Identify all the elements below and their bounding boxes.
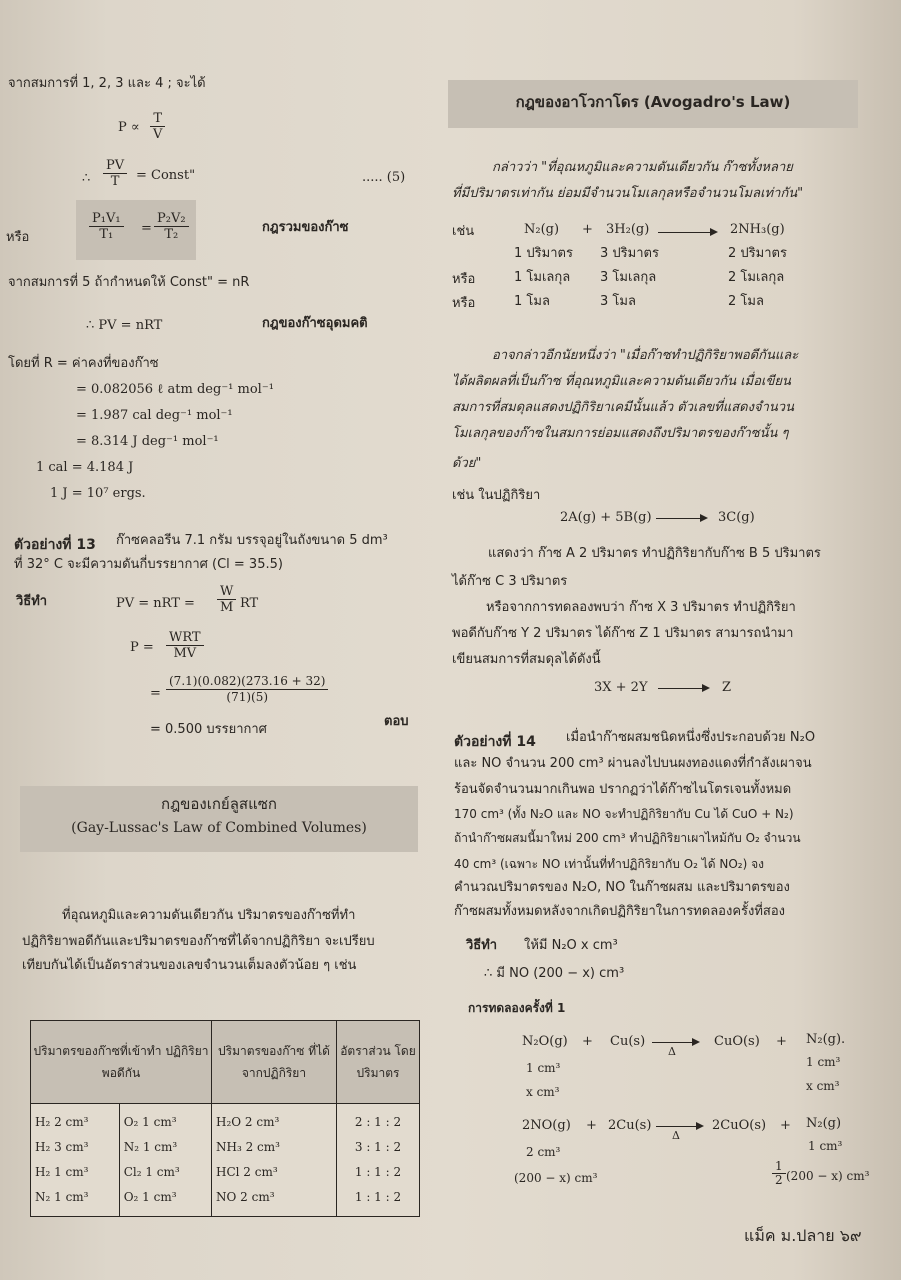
plus-sign: +: [586, 1118, 597, 1133]
table-col-ratio: [337, 1104, 420, 1217]
table-cell: N₂ 1 cm³: [35, 1190, 89, 1204]
plus-sign: +: [582, 1034, 593, 1049]
intro-text: จากสมการที่ 1, 2, 3 และ 4 ; จะได้: [8, 76, 206, 91]
method-label: วิธีทำ: [466, 938, 498, 953]
volume-row-b: 3 ปริมาตร: [600, 246, 659, 261]
r1-cuo: CuO(s): [714, 1034, 760, 1049]
r1-n2: N₂(g).: [806, 1032, 846, 1047]
table-cell: 3 : 1 : 2: [354, 1140, 402, 1154]
calculation-fraction: [166, 674, 328, 705]
const-equation: = Const": [136, 168, 196, 183]
frac-num: WRT: [166, 630, 204, 646]
combined-gas-law-label: กฎรวมของก๊าซ: [262, 220, 349, 235]
frac-den: T₂: [164, 227, 179, 242]
table-header-ratio: อัตราส่วน โดยปริมาตร: [337, 1021, 420, 1104]
table-body-row: [31, 1104, 420, 1217]
table-cell: 1 : 1 : 2: [354, 1190, 402, 1204]
table-header-reactants: ปริมาตรของก๊าซที่เข้าทำ ปฏิกิริยาพอดีกัน: [31, 1021, 212, 1104]
reaction-2-right: Z: [722, 680, 732, 695]
gay-lussac-para-3: เทียบกันได้เป็นอัตราส่วนของเลขจำนวนเต็มลงตัวน้อย ๆ เช่น: [22, 958, 357, 973]
ideal-gas-law-label: กฎของก๊าซอุดมคติ: [262, 316, 368, 331]
frac-num: (7.1)(0.082)(273.16 + 32): [166, 674, 328, 690]
volume-row-c: 2 ปริมาตร: [728, 246, 787, 261]
table-cell: HCl 2 cm³: [216, 1165, 278, 1179]
experiment-1-label: การทดลองครั้งที่ 1: [468, 1001, 566, 1015]
r1-n2o: N₂O(g): [522, 1034, 568, 1049]
pv-nrt: ∴ PV = nRT: [86, 318, 163, 333]
joule-conversion: 1 J = 10⁷ ergs.: [50, 486, 146, 501]
avogadro-title: กฎของอาโวกาโดร (Avogadro's Law): [515, 93, 791, 111]
frac-den: V: [153, 127, 163, 142]
avogadro-para2-2: ได้ผลิตผลที่เป็นก๊าซ ที่อุณหภูมิและความดันเดียวกัน เมื่อเขียน: [452, 374, 791, 389]
example-14-line-1: เมื่อนำก๊าซผสมชนิดหนึ่งซึ่งประกอบด้วย N₂O: [566, 730, 816, 745]
table-cell: NO 2 cm³: [216, 1190, 275, 1204]
mole-row-b: 3 โมล: [600, 294, 636, 309]
frac-den: M: [220, 600, 234, 615]
let-n2o: ให้มี N₂O x cm³: [524, 938, 618, 953]
frac-den: MV: [173, 646, 197, 661]
reaction-1-explain-2: ได้ก๊าซ C 3 ปริมาตร: [452, 574, 568, 589]
frac-num: 1: [772, 1160, 786, 1174]
reaction-arrow: [656, 518, 706, 519]
answer-label: ตอบ: [384, 714, 409, 729]
molecule-row-b: 3 โมเลกุล: [600, 270, 657, 285]
pv-nrt-wmrt: PV = nRT =: [116, 596, 195, 611]
p-proportional: P ∝: [118, 120, 140, 135]
table-cell: O₂ 1 cm³: [123, 1190, 177, 1204]
from-equation-5: จากสมการที่ 5 ถ้ากำหนดให้ Const" = nR: [8, 275, 250, 290]
gay-lussac-subtitle: (Gay-Lussac's Law of Combined Volumes): [71, 820, 367, 836]
frac-num: P₂V₂: [154, 211, 189, 227]
r-value-2: = 1.987 cal deg⁻¹ mol⁻¹: [76, 408, 233, 423]
nh3-product: 2NH₃(g): [730, 222, 785, 237]
example-13-text: ก๊าซคลอรีน 7.1 กรัม บรรจุอยู่ในถังขนาด 5 dm³: [116, 533, 388, 548]
frac-den: T₁: [99, 227, 114, 242]
avogadro-para-2: ที่มีปริมาตรเท่ากัน ย่อมมีจำนวนโมเลกุลหรือจำนวนโมลเท่ากัน": [452, 186, 804, 201]
where-r: โดยที่ R = ค่าคงที่ของก๊าซ: [8, 356, 159, 371]
mole-row-c: 2 โมล: [728, 294, 764, 309]
therefore-symbol: ∴: [82, 171, 91, 186]
r2-volume-2a: (200 − x) cm³: [514, 1171, 598, 1185]
r2-cu: 2Cu(s): [608, 1118, 652, 1133]
r2-cuo: 2CuO(s): [712, 1118, 767, 1133]
or-label: หรือ: [6, 230, 30, 245]
half-fraction: [772, 1160, 786, 1187]
example-13-label: ตัวอย่างที่ 13: [14, 537, 96, 553]
plus-sign: +: [780, 1118, 791, 1133]
t-over-v: [150, 111, 165, 142]
frac-den: (71)(5): [226, 690, 269, 704]
avogadro-para2-3: สมการที่สมดุลแสดงปฏิกิริยาเคมีนั้นแล้ว ตัวเลขที่แสดงจำนวน: [452, 400, 794, 415]
mole-row-a: 1 โมล: [514, 294, 550, 309]
r2-volume-1a: 2 cm³: [526, 1145, 561, 1159]
avogadro-para2-1: อาจกล่าวอีกนัยหนึ่งว่า "เมื่อก๊าซทำปฏิกิริยาพอดีกันและ: [492, 348, 799, 363]
r1-volume-1a: 1 cm³: [526, 1061, 561, 1075]
or-label: หรือ: [452, 296, 476, 311]
reaction-2-explain-1: หรือจากการทดลองพบว่า ก๊าซ X 3 ปริมาตร ทำปฏิกิริยา: [486, 600, 796, 615]
equation-number-5: ..... (5): [362, 170, 406, 185]
equals-sign: =: [141, 221, 152, 236]
gay-lussac-title: กฎของเกย์ลูสแซก: [160, 795, 277, 813]
example-14-line-5: ถ้านำก๊าซผสมนี้มาใหม่ 200 cm³ ทำปฏิกิริยาเผาไหม้กับ O₂ จำนวน: [454, 831, 801, 845]
reaction-arrow: [652, 1042, 698, 1043]
p1v1-over-t1: [89, 211, 124, 242]
avogadro-para2-4: โมเลกุลของก๊าซในสมการย่อมแสดงถึงปริมาตรของก๊าซนั้น ๆ: [452, 426, 789, 441]
table-cell: H₂ 3 cm³: [35, 1140, 89, 1154]
in-reaction-label: เช่น ในปฏิกิริยา: [452, 488, 541, 503]
or-label: หรือ: [452, 272, 476, 287]
delta-symbol: Δ: [672, 1129, 680, 1142]
r1-volume-2d: x cm³: [806, 1079, 840, 1093]
frac-den: T: [110, 174, 120, 189]
table-cell: H₂ 2 cm³: [35, 1115, 89, 1129]
table-header-row: [31, 1021, 420, 1104]
wrt-over-mv: [166, 630, 204, 661]
calc-equals: =: [150, 686, 161, 701]
frac-num: W: [217, 584, 236, 600]
example-14-label: ตัวอย่างที่ 14: [454, 734, 536, 750]
example-14-line-3: ร้อนจัดจำนวนมากเกินพอ ปรากฏว่าได้ก๊าซไนโตรเจนทั้งหมด: [454, 782, 792, 797]
example-14-line-6: 40 cm³ (เฉพาะ NO เท่านั้นที่ทำปฏิกิริยากับ O₂ ได้ NO₂) จง: [454, 857, 764, 871]
p2v2-over-t2: [154, 211, 189, 242]
pv-over-t: [103, 158, 127, 189]
table-cell: H₂O 2 cm³: [216, 1115, 280, 1129]
reaction-arrow: [658, 688, 708, 689]
reaction-1-right: 3C(g): [718, 510, 755, 525]
reaction-arrow: [656, 1126, 702, 1127]
plus-sign: +: [776, 1034, 787, 1049]
calorie-conversion: 1 cal = 4.184 J: [36, 460, 134, 475]
h2-reactant: 3H₂(g): [606, 222, 650, 237]
delta-symbol: Δ: [668, 1045, 676, 1058]
has-no: ∴ มี NO (200 − x) cm³: [484, 966, 625, 981]
r1-volume-2a: x cm³: [526, 1085, 560, 1099]
gay-lussac-table: [30, 1020, 420, 1217]
example-14-line-7: คำนวณปริมาตรของ N₂O, NO ในก๊าซผสม และปริมาตรของ: [454, 880, 790, 895]
reaction-1-left: 2A(g) + 5B(g): [560, 510, 652, 525]
table-cell: 1 : 1 : 2: [354, 1165, 402, 1179]
example-14-line-4: 170 cm³ (ทั้ง N₂O และ NO จะทำปฏิกิริยากับ Cu ได้ CuO + N₂): [454, 807, 794, 821]
frac-num: T: [150, 111, 165, 127]
r2-n2: N₂(g): [806, 1116, 842, 1131]
p-equals: P =: [130, 640, 154, 655]
plus-sign: +: [582, 222, 593, 237]
r1-volume-1d: 1 cm³: [806, 1055, 841, 1069]
reaction-2-explain-2: พอดีกับก๊าซ Y 2 ปริมาตร ได้ก๊าซ Z 1 ปริมาตร สามารถนำมา: [452, 626, 794, 641]
example-14-line-8: ก๊าซผสมทั้งหมดหลังจากเกิดปฏิกิริยาในการทดลองครั้งที่สอง: [454, 904, 785, 919]
r-value-3: = 8.314 J deg⁻¹ mol⁻¹: [76, 434, 219, 449]
r2-no: 2NO(g): [522, 1118, 571, 1133]
method-label: วิธีทำ: [16, 594, 48, 609]
table-cell: 2 : 1 : 2: [354, 1115, 402, 1129]
such-as-label: เช่น: [452, 224, 475, 239]
avogadro-para2-5: ด้วย": [452, 456, 482, 471]
n2-reactant: N₂(g): [524, 222, 560, 237]
w-over-m: [217, 584, 236, 615]
gay-lussac-para-1: ที่อุณหภูมิและความดันเดียวกัน ปริมาตรของก๊าซที่ทำ: [62, 908, 356, 923]
frac-num: P₁V₁: [89, 211, 124, 227]
table-col-gas-a: [31, 1104, 120, 1217]
reaction-1-explain-1: แสดงว่า ก๊าซ A 2 ปริมาตร ทำปฏิกิริยากับก๊าซ B 5 ปริมาตร: [488, 546, 821, 561]
r2-volume-2d: (200 − x) cm³: [786, 1169, 870, 1183]
molecule-row-c: 2 โมเลกุล: [728, 270, 785, 285]
r2-volume-1d: 1 cm³: [808, 1139, 843, 1153]
table-cell: N₂ 1 cm³: [123, 1140, 178, 1154]
rt-term: RT: [240, 596, 259, 611]
table-col-product: [212, 1104, 337, 1217]
reaction-2-left: 3X + 2Y: [594, 680, 648, 695]
frac-num: PV: [103, 158, 127, 174]
molecule-row-a: 1 โมเลกุล: [514, 270, 571, 285]
result-text: = 0.500 บรรยากาศ: [150, 722, 267, 737]
volume-row-a: 1 ปริมาตร: [514, 246, 573, 261]
table-cell: Cl₂ 1 cm³: [123, 1165, 180, 1179]
table-cell: NH₃ 2 cm³: [216, 1140, 280, 1154]
frac-den: 2: [775, 1173, 783, 1187]
table-header-products: ปริมาตรของก๊าซ ที่ได้จากปฏิกิริยา: [212, 1021, 337, 1104]
gay-lussac-para-2: ปฏิกิริยาพอดีกันและปริมาตรของก๊าซที่ได้จากปฏิกิริยา จะเปรียบ: [22, 934, 375, 949]
table-col-gas-b: [119, 1104, 211, 1217]
page-footer: แม็ค ม.ปลาย ๖๙: [744, 1226, 862, 1245]
r1-cu: Cu(s): [610, 1034, 646, 1049]
r-value-1: = 0.082056 ℓ atm deg⁻¹ mol⁻¹: [76, 382, 274, 397]
reaction-2-explain-3: เขียนสมการที่สมดุลได้ดังนี้: [452, 652, 601, 667]
table-cell: O₂ 1 cm³: [123, 1115, 177, 1129]
reaction-arrow: [658, 232, 716, 233]
example-14-line-2: และ NO จำนวน 200 cm³ ผ่านลงไปบนผงทองแดงที่กำลังเผาจน: [454, 756, 812, 771]
example-13-text-2: ที่ 32° C จะมีความดันกี่บรรยากาศ (Cl = 35.5): [14, 557, 283, 572]
avogadro-para-1: กล่าวว่า "ที่อุณหภูมิและความดันเดียวกัน ก๊าซทั้งหลาย: [492, 160, 793, 175]
table-cell: H₂ 1 cm³: [35, 1165, 89, 1179]
